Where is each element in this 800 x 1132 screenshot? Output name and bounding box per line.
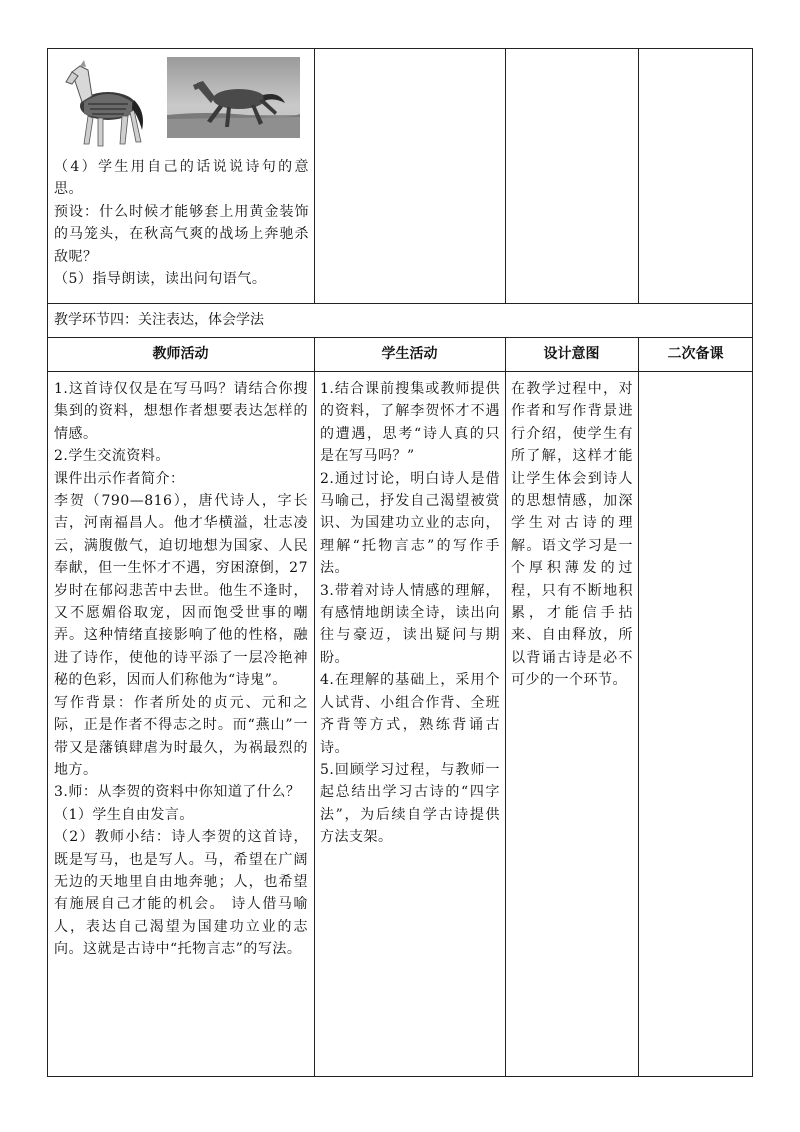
header-student-activity: 学生活动 [381, 346, 438, 362]
header-teacher-activity: 教师活动 [152, 346, 209, 362]
column-divider [505, 48, 506, 303]
column-divider [505, 337, 506, 1077]
column-divider [638, 337, 639, 1077]
teacher-paragraph: （1）学生自由发言。 [54, 806, 194, 823]
teacher-paragraph: 课件出示作者简介： [54, 470, 185, 487]
text-line: （5）指导朗读，读出问句语气。 [54, 271, 267, 288]
second-prep-cell[interactable] [644, 378, 748, 1068]
text-line: （4）学生用自己的话说说诗句的意思。 [54, 159, 309, 198]
student-paragraph: 1.结合课前搜集或教师提供的资料，了解李贺怀才不遇的遭遇，思考“诗人真的只是在写马吗？” [320, 381, 500, 465]
column-divider [314, 48, 315, 303]
teacher-activity-cell [54, 378, 308, 961]
header-design-intent: 设计意图 [543, 346, 600, 362]
student-paragraph: 4.在理解的基础上，采用个人试背、小组合作背、全班齐背等方式，熟练背诵古诗。 [320, 672, 500, 756]
design-intent-cell [511, 378, 633, 692]
student-activity-cell [320, 378, 500, 849]
teacher-paragraph: 2.学生交流资料。 [54, 448, 170, 465]
row-divider [47, 371, 753, 372]
column-divider [314, 337, 315, 1077]
top-teacher-text [54, 156, 309, 290]
column-divider [638, 48, 639, 303]
design-paragraph: 在教学过程中，对作者和写作背景进行介绍，使学生有所了解，这样才能让学生体会到诗人的思想情感，加深学生对古诗的理解。语文学习是一个厚积薄发的过程，只有不断地积累，才能信手拈来、自由释放，所以背诵古诗是必不可少的一个环节。 [511, 381, 633, 689]
student-paragraph: 5.回顾学习过程，与教师一起总结出学习古诗的“四字法”，为后续自学古诗提供方法支架。 [320, 761, 500, 846]
teacher-paragraph: 李贺（790—816），唐代诗人，字长吉，河南福昌人。他才华横溢，壮志凌云，满腹傲气，迫切地想为国家、人民奉献，但一生怀才不遇，穷困潦倒，27岁时在郁闷悲苦中去世。他生不逢时，又不愿媚俗取宠，因而饱受世事的嘲弄。这种情绪直接影响了他的性格，融进了诗作，使他的诗平添了一层冷艳神秘的色彩，因而人们称他为“诗鬼”。 [54, 493, 308, 689]
header-second-prep: 二次备课 [667, 346, 724, 362]
student-paragraph: 3.带着对诗人情感的理解，有感情地朗读全诗，读出向往与豪迈，读出疑问与期盼。 [320, 582, 500, 666]
teacher-paragraph: 3.师：从李贺的资料中你知道了什么？ [54, 784, 301, 801]
armored-horse-image [62, 56, 148, 152]
teacher-paragraph: 写作背景：作者所处的贞元、元和之际，正是作者不得志之时。而“燕山”一带又是藩镇肆虐为时最久，为祸最烈的地方。 [54, 694, 308, 778]
teacher-paragraph: （2）教师小结：诗人李贺的这首诗，既是写马，也是写人。马，希望在广阔无边的天地里自由地奔驰；人，也希望有施展自己才能的机会。 诗人借马喻人，表达自己渴望为国建功立业的志向。这就是古诗中“托物言志”的写法。 [54, 829, 308, 958]
running-horse-image [167, 57, 300, 138]
teacher-paragraph: 1.这首诗仅仅是在写马吗？请结合你搜集到的资料，想想作者想要表达怎样的情感。 [54, 381, 308, 442]
text-line: 预设：什么时候才能够套上用黄金装饰的马笼头，在秋高气爽的战场上奔驰杀敌呢？ [54, 203, 309, 265]
section-title: 教学环节四：关注表达，体会学法 [54, 312, 264, 328]
student-paragraph: 2.通过讨论，明白诗人是借马喻己，抒发自己渴望被赏识、为国建功立业的志向，理解“托物言志”的写作手法。 [320, 470, 500, 577]
